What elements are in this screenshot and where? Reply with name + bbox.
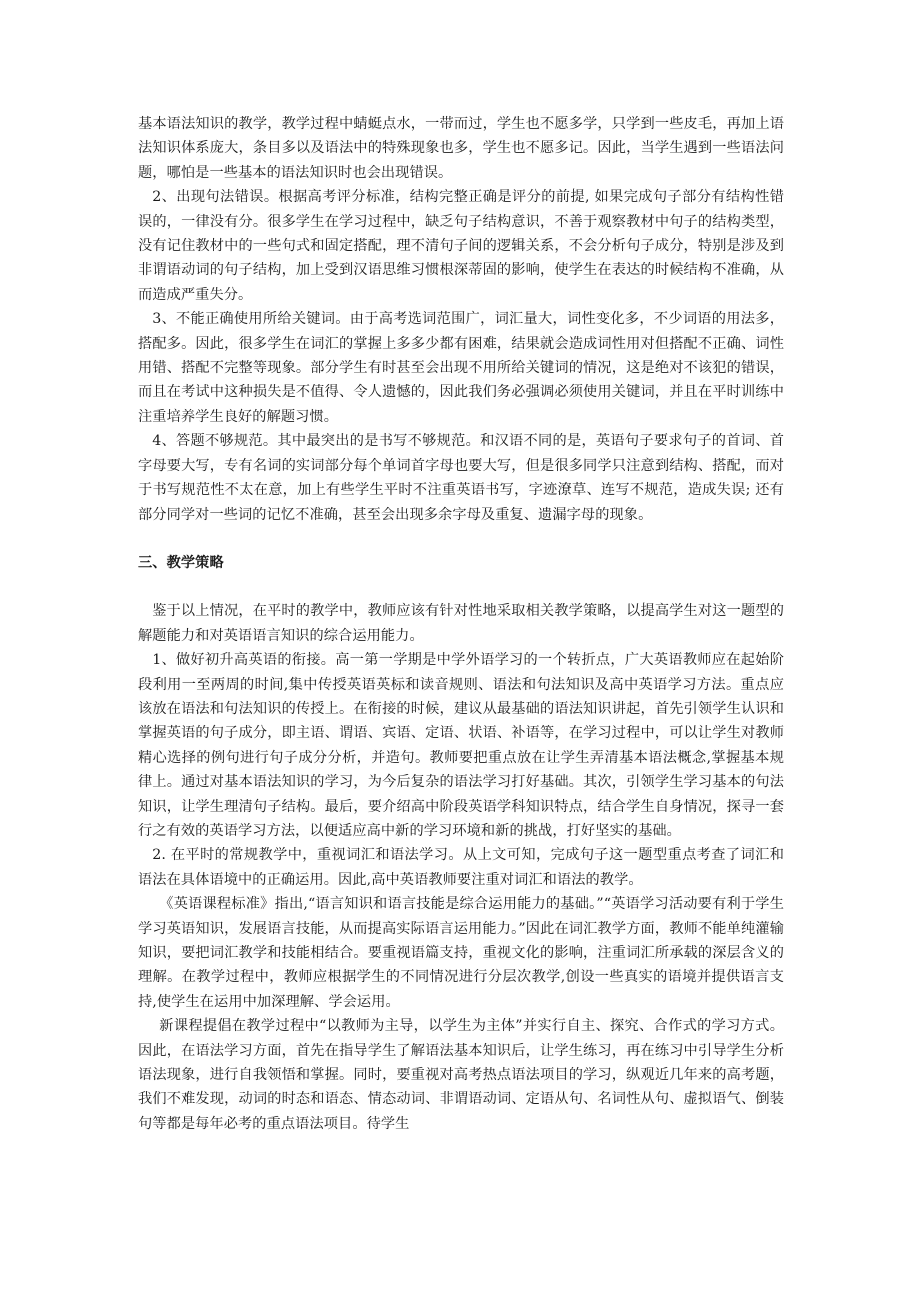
paragraph-strategy-intro: 鉴于以上情况，在平时的教学中，教师应该有针对性地采取相关教学策略，以提高学生对这一题型的解题能力和对英语语言知识的综合运用能力。 (138, 603, 784, 644)
paragraph-new-curriculum: 新课程提倡在教学过程中“以教师为主导，以学生为主体”并实行自主、探究、合作式的学习方式。因此，在语法学习方面，首先在指导学生了解语法基本知识后，让学生练习，再在练习中引导学生分析语法现象，进行自我领悟和掌握。同时，要重视对高考热点语法项目的学习，纵观近几年来的高考题，我们不难发现，动词的时态和语态、情态动词、非谓语动词、定语从句、名词性从句、虚拟语气、倒装句等都是每年必考的重点语法项目。待学生 (138, 1018, 784, 1132)
document-body (138, 112, 784, 1136)
paragraph-grammar-basics: 基本语法知识的教学，教学过程中蜻蜓点水，一带而过，学生也不愿多学，只学到一些皮毛，再加上语法知识体系庞大，条目多以及语法中的特殊现象也多，学生也不愿多记。因此，当学生遇到一些语法问题，哪怕是一些基本的语法知识时也会出现错误。 (138, 116, 784, 181)
paragraph-syntax-errors: 2、出现句法错误。根据高考评分标准，结构完整正确是评分的前提, 如果完成句子部分有结构性错误的，一律没有分。很多学生在学习过程中，缺乏句子结构意识，不善于观察教材中句子的结构类型，没有记住教材中的一些句式和固定搭配，理不清句子间的逻辑关系，不会分析句子成分，特别是涉及到非谓语动词的句子结构，加上受到汉语思维习惯根深蒂固的影响，使学生在表达的时候结构不准确，从而造成严重失分。 (138, 189, 784, 303)
paragraph-curriculum-standard: 《英语课程标准》指出,“语言知识和语言技能是综合运用能力的基础。”“英语学习活动要有利于学生学习英语知识，发展语言技能，从而提高实际语言运用能力。”因此在词汇教学方面，教师不能单纯灌输知识，要把词汇教学和技能相结合。要重视语篇支持，重视文化的影响，注重词汇所承载的深层含义的理解。在教学过程中，教师应根据学生的不同情况进行分层次教学,创设一些真实的语境并提供语言支持,使学生在运用中加深理解、学会运用。 (138, 896, 784, 1010)
paragraph-keyword-usage: 3、不能正确使用所给关键词。由于高考选词范围广，词汇量大，词性变化多，不少词语的用法多，搭配多。因此，很多学生在词汇的掌握上多多少都有困难，结果就会造成词性用对但搭配不正确、词性用错、搭配不完整等现象。部分学生有时甚至会出现不用所给关键词的情况，这是绝对不该犯的错误，而且在考试中这种损失是不值得、令人遗憾的，因此我们务必强调必须使用关键词，并且在平时训练中注重培养学生良好的解题习惯。 (138, 311, 784, 425)
paragraph-vocab-grammar: 2. 在平时的常规教学中，重视词汇和语法学习。从上文可知，完成句子这一题型重点考查了词汇和语法在具体语境中的正确运用。因此,高中英语教师要注重对词汇和语法的教学。 (138, 847, 784, 888)
section-heading-teaching-strategy: 三、教学策略 (138, 554, 224, 571)
paragraph-answer-format: 4、答题不够规范。其中最突出的是书写不够规范。和汉语不同的是，英语句子要求句子的首词、首字母要大写，专有名词的实词部分每个单词首字母也要大写，但是很多同学只注意到结构、搭配，而对于书写规范性不太在意，加上有些学生平时不注重英语书写，字迹潦草、连写不规范，造成失误; 还有部分同学对一些词的记忆不准确，甚至会出现多余字母及重复、遗漏字母的现象。 (138, 433, 784, 523)
paragraph-transition: 1、做好初升高英语的衔接。高一第一学期是中学外语学习的一个转折点，广大英语教师应在起始阶段利用一至两周的时间,集中传授英语英标和读音规则、语法和句法知识及高中英语学习方法。重点应该放在语法和句法知识的传授上。在衔接的时候，建议从最基础的语法知识讲起，首先引领学生认识和掌握英语的句子成分，即主语、谓语、宾语、定语、状语、补语等，在学习过程中，可以让学生对教师精心选择的例句进行句子成分分析，并造句。教师要把重点放在让学生弄清基本语法概念,掌握基本规律上。通过对基本语法知识的学习，为今后复杂的语法学习打好基础。其次，引领学生学习基本的句法知识，让学生理清句子结构。最后，要介绍高中阶段英语学科知识特点，结合学生自身情况，探寻一套行之有效的英语学习方法，以便适应高中新的学习环境和新的挑战，打好坚实的基础。 (138, 652, 784, 839)
